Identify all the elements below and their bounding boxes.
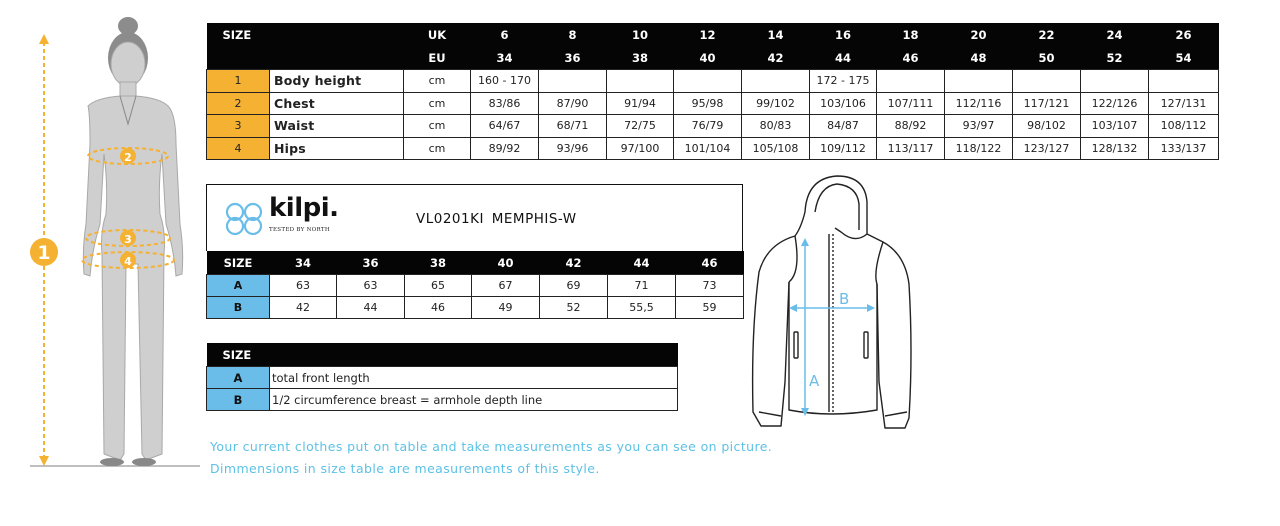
measurement-name: Waist <box>270 115 336 138</box>
jacket-label-b: B <box>839 290 850 308</box>
unit-cell: cm <box>404 92 471 115</box>
value-cell: 89/92 <box>471 137 539 160</box>
row-number: 2 <box>207 92 270 115</box>
eu-size-cell: 44 <box>810 46 877 70</box>
uk-size-cell: 6 <box>471 23 539 46</box>
value-cell: 52 <box>540 297 608 319</box>
value-cell: 83/86 <box>471 92 539 115</box>
value-cell <box>1013 70 1081 93</box>
eu-size-cell: 42 <box>742 46 810 70</box>
eu-size-cell: 46 <box>877 46 945 70</box>
row-number: 3 <box>207 115 270 138</box>
marker-3: 3 <box>124 233 132 246</box>
value-cell: 127/131 <box>1149 92 1219 115</box>
value-cell: 72/75 <box>607 115 674 138</box>
value-cell: 55,5 <box>608 297 676 319</box>
value-cell: 67 <box>472 275 540 297</box>
jacket-diagram <box>745 172 920 440</box>
uk-size-cell: 10 <box>607 23 674 46</box>
product-size-cell: 42 <box>540 251 608 275</box>
value-cell <box>742 70 810 93</box>
uk-size-cell: 14 <box>742 23 810 46</box>
value-cell: 84/87 <box>810 115 877 138</box>
value-cell: 101/104 <box>674 137 742 160</box>
uk-label: UK <box>404 23 471 46</box>
value-cell: 63 <box>337 275 405 297</box>
product-size-cell: 46 <box>676 251 744 275</box>
eu-size-cell: 34 <box>471 46 539 70</box>
value-cell: 46 <box>405 297 472 319</box>
value-cell: 59 <box>676 297 744 319</box>
uk-size-cell: 26 <box>1149 23 1219 46</box>
value-cell <box>877 70 945 93</box>
kilpi-logo <box>221 193 339 240</box>
value-cell: 91/94 <box>607 92 674 115</box>
product-measurement-row <box>207 297 744 319</box>
measurement-label: A <box>207 275 270 297</box>
value-cell: 172 - 175 <box>810 70 877 93</box>
size-chart-table <box>206 23 1219 160</box>
measurement-row <box>207 115 1219 138</box>
dimension-note: Dimmensions in size table are measurements of this style. <box>210 461 600 476</box>
measurement-name: Body height <box>270 70 336 93</box>
uk-size-cell: 8 <box>539 23 607 46</box>
product-size-cell: 34 <box>270 251 337 275</box>
eu-size-row <box>207 46 1219 70</box>
value-cell: 49 <box>472 297 540 319</box>
body-measurement-figure <box>26 14 206 474</box>
product-size-cell: 38 <box>405 251 472 275</box>
marker-1: 1 <box>37 242 51 264</box>
logo-tagline: TESTED BY NORTH <box>269 227 330 233</box>
value-cell <box>1081 70 1149 93</box>
product-name: VL0201KI MEMPHIS-W <box>416 211 577 227</box>
value-cell: 73 <box>676 275 744 297</box>
legend-description: total front length <box>270 367 678 389</box>
eu-size-cell: 40 <box>674 46 742 70</box>
uk-size-row <box>207 23 1219 46</box>
eu-size-cell: 38 <box>607 46 674 70</box>
value-cell: 98/102 <box>1013 115 1081 138</box>
value-cell: 112/116 <box>945 92 1013 115</box>
value-cell: 103/106 <box>810 92 877 115</box>
value-cell: 76/79 <box>674 115 742 138</box>
value-cell: 128/132 <box>1081 137 1149 160</box>
measurement-legend-table <box>206 343 678 411</box>
eu-size-cell: 54 <box>1149 46 1219 70</box>
uk-size-cell: 16 <box>810 23 877 46</box>
measurement-name: Hips <box>270 137 336 160</box>
eu-size-cell: 50 <box>1013 46 1081 70</box>
value-cell: 117/121 <box>1013 92 1081 115</box>
uk-size-cell: 20 <box>945 23 1013 46</box>
eu-label: EU <box>404 46 471 70</box>
value-cell: 87/90 <box>539 92 607 115</box>
instruction-note: Your current clothes put on table and take measurements as you can see on picture. <box>210 439 773 454</box>
value-cell: 64/67 <box>471 115 539 138</box>
legend-label: A <box>207 367 270 389</box>
legend-label: B <box>207 389 270 411</box>
value-cell: 71 <box>608 275 676 297</box>
value-cell <box>945 70 1013 93</box>
eu-size-cell: 52 <box>1081 46 1149 70</box>
product-measurement-row <box>207 275 744 297</box>
legend-header-row <box>207 343 678 367</box>
value-cell <box>674 70 742 93</box>
measurement-name: Chest <box>270 92 336 115</box>
value-cell: 160 - 170 <box>471 70 539 93</box>
value-cell: 44 <box>337 297 405 319</box>
legend-description: 1/2 circumference breast = armhole depth line <box>270 389 678 411</box>
value-cell: 122/126 <box>1081 92 1149 115</box>
unit-cell: cm <box>404 137 471 160</box>
product-size-cell: 40 <box>472 251 540 275</box>
marker-4: 4 <box>124 255 132 268</box>
value-cell: 123/127 <box>1013 137 1081 160</box>
value-cell: 108/112 <box>1149 115 1219 138</box>
uk-size-cell: 22 <box>1013 23 1081 46</box>
legend-row <box>207 389 678 411</box>
legend-size-label: SIZE <box>207 343 678 367</box>
marker-2: 2 <box>124 151 132 164</box>
measurement-label: B <box>207 297 270 319</box>
value-cell: 97/100 <box>607 137 674 160</box>
logo-wordmark: kilpi. <box>269 193 339 223</box>
value-cell: 107/111 <box>877 92 945 115</box>
uk-size-cell: 18 <box>877 23 945 46</box>
value-cell <box>1149 70 1219 93</box>
uk-size-cell: 12 <box>674 23 742 46</box>
value-cell: 133/137 <box>1149 137 1219 160</box>
blank-cell <box>336 115 404 138</box>
product-size-box <box>206 184 743 320</box>
value-cell: 68/71 <box>539 115 607 138</box>
value-cell: 103/107 <box>1081 115 1149 138</box>
product-size-header-row <box>207 251 744 275</box>
legend-row <box>207 367 678 389</box>
value-cell: 93/97 <box>945 115 1013 138</box>
row-number: 1 <box>207 70 270 93</box>
value-cell: 42 <box>270 297 337 319</box>
unit-cell: cm <box>404 115 471 138</box>
product-size-cell: 36 <box>337 251 405 275</box>
row-number: 4 <box>207 137 270 160</box>
eu-size-cell: 36 <box>539 46 607 70</box>
unit-cell: cm <box>404 70 471 93</box>
brand-header <box>206 184 743 251</box>
value-cell: 113/117 <box>877 137 945 160</box>
value-cell: 93/96 <box>539 137 607 160</box>
value-cell: 118/122 <box>945 137 1013 160</box>
value-cell: 105/108 <box>742 137 810 160</box>
knot-logo-icon <box>221 198 267 240</box>
measurement-row <box>207 70 1219 93</box>
product-size-label: SIZE <box>207 251 270 275</box>
value-cell: 95/98 <box>674 92 742 115</box>
product-measurement-table <box>206 251 744 319</box>
value-cell: 80/83 <box>742 115 810 138</box>
value-cell: 109/112 <box>810 137 877 160</box>
eu-size-cell: 48 <box>945 46 1013 70</box>
value-cell <box>607 70 674 93</box>
jacket-label-a: A <box>809 372 820 390</box>
blank-cell <box>336 92 404 115</box>
uk-size-cell: 24 <box>1081 23 1149 46</box>
value-cell: 65 <box>405 275 472 297</box>
value-cell <box>539 70 607 93</box>
value-cell: 69 <box>540 275 608 297</box>
blank-cell <box>336 137 404 160</box>
value-cell: 88/92 <box>877 115 945 138</box>
measurement-row <box>207 137 1219 160</box>
value-cell: 63 <box>270 275 337 297</box>
size-header: SIZE <box>207 23 404 46</box>
measurement-row <box>207 92 1219 115</box>
product-size-cell: 44 <box>608 251 676 275</box>
value-cell: 99/102 <box>742 92 810 115</box>
